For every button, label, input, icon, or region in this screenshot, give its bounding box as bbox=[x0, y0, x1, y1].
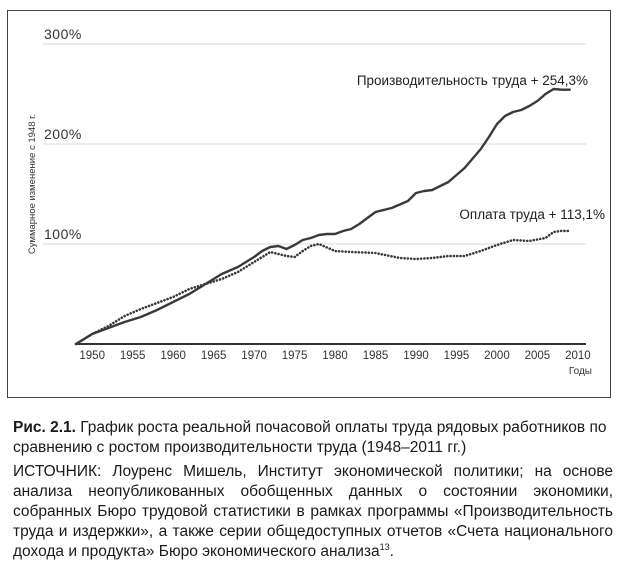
line-chart bbox=[8, 11, 612, 399]
x-tick-label: 2000 bbox=[484, 350, 510, 362]
x-tick-label: 1960 bbox=[160, 350, 186, 362]
x-axis-label: Годы bbox=[568, 366, 592, 377]
y-tick-label: 200% bbox=[44, 126, 82, 142]
y-tick-label: 300% bbox=[44, 26, 82, 42]
x-tick-label: 1955 bbox=[119, 350, 146, 362]
x-tick-label: 1975 bbox=[281, 350, 308, 362]
x-tick-label: 1985 bbox=[362, 350, 389, 362]
x-tick-label: 2010 bbox=[565, 350, 591, 362]
series-label-productivity: Производительность труда + 254,3% bbox=[356, 73, 588, 88]
series-line-wages bbox=[76, 231, 570, 344]
x-tick-label: 1970 bbox=[241, 350, 267, 362]
source-note bbox=[13, 462, 613, 562]
figure-title: График роста реальной почасовой оплаты труда рядовых работников по сравнению с ростом производительности труда (1948–2011 гг.) bbox=[13, 419, 607, 456]
x-tick-label: 2005 bbox=[524, 350, 551, 362]
x-tick-label: 1980 bbox=[322, 350, 348, 362]
y-axis-label: Суммарное изменение с 1948 г. bbox=[27, 113, 38, 255]
x-tick-label: 1990 bbox=[403, 350, 429, 362]
x-tick-label: 1995 bbox=[443, 350, 470, 362]
source-end: . bbox=[389, 543, 394, 560]
footnote-marker: 13 bbox=[379, 541, 390, 552]
series-label-wages: Оплата труда + 113,1% bbox=[459, 207, 605, 222]
x-tick-label: 1950 bbox=[79, 350, 105, 362]
chart-frame bbox=[7, 10, 611, 398]
figure-label: Рис. 2.1. bbox=[13, 419, 76, 436]
source-text: ИСТОЧНИК: Лоуренс Мишель, Институт экономической политики; на основе анализа неопубликованных обобщенных данных о состоянии экономики, собранных Бюро трудовой статистики в рамках программы «Производительность труда и издержки», а также серии общедоступных отчетов «Счета национального дохода и продукта» Бюро экономического анализа bbox=[13, 463, 613, 560]
x-tick-label: 1965 bbox=[200, 350, 227, 362]
y-tick-label: 100% bbox=[44, 226, 82, 242]
figure-caption bbox=[13, 418, 613, 458]
